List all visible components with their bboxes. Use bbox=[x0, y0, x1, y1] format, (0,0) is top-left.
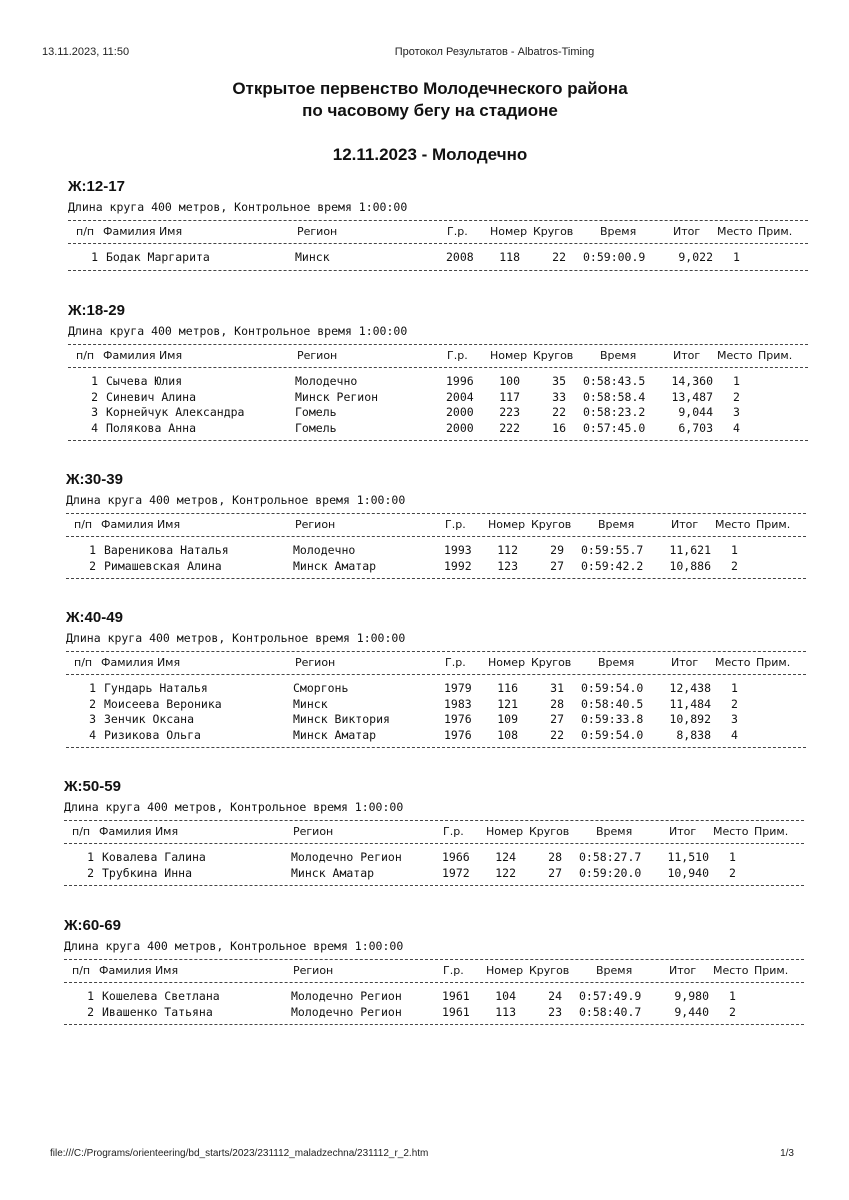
cell-place: 1 bbox=[733, 374, 740, 388]
cell-region: Минск Регион bbox=[295, 389, 379, 404]
print-page-title: Протокол Результатов - Albatros-Timing bbox=[394, 46, 595, 58]
table-row bbox=[68, 250, 808, 266]
cell-number: 1 bbox=[89, 543, 96, 557]
cell-birth-year: 1976 bbox=[444, 712, 472, 726]
cell-bib: 222 bbox=[499, 420, 520, 435]
table-header bbox=[64, 821, 804, 843]
col-header-place: Место bbox=[715, 656, 751, 669]
cell-number: 1 bbox=[91, 374, 98, 388]
col-header-region: Регион bbox=[297, 225, 338, 238]
col-header-pp: п/п bbox=[76, 349, 95, 362]
col-header-bib: Номер bbox=[488, 518, 526, 531]
dashed-divider bbox=[68, 270, 808, 271]
col-header-place: Место bbox=[717, 225, 753, 238]
cell-bib: 108 bbox=[497, 727, 518, 742]
col-header-year: Г.р. bbox=[447, 349, 468, 362]
col-header-bib: Номер bbox=[490, 349, 528, 362]
cell-laps: 28 bbox=[550, 696, 564, 711]
cell-number: 2 bbox=[89, 558, 96, 573]
section-title: Ж:18-29 bbox=[68, 302, 125, 319]
cell-number: 4 bbox=[89, 727, 96, 742]
cell-athlete-name: Ивашенко Татьяна bbox=[102, 1004, 213, 1019]
cell-birth-year: 1979 bbox=[444, 681, 472, 695]
result-section bbox=[68, 178, 808, 271]
col-header-time: Время bbox=[600, 349, 637, 362]
cell-region: Гомель bbox=[295, 405, 337, 419]
cell-time: 0:58:40.7 bbox=[579, 1004, 642, 1019]
col-header-total: Итог bbox=[669, 964, 697, 977]
cell-athlete-name: Бодак Маргарита bbox=[106, 250, 210, 264]
cell-region: Молодечно Регион bbox=[291, 989, 402, 1003]
result-section bbox=[66, 609, 806, 748]
cell-athlete-name: Зенчик Оксана bbox=[104, 712, 195, 726]
section-title: Ж:60-69 bbox=[64, 917, 121, 934]
section-info: Длина круга 400 метров, Контрольное время 1:00:00 bbox=[64, 800, 404, 814]
cell-place: 2 bbox=[729, 1004, 736, 1019]
table-body bbox=[66, 537, 806, 578]
cell-laps: 22 bbox=[552, 405, 566, 419]
table-body bbox=[68, 244, 808, 270]
cell-number: 2 bbox=[89, 696, 96, 711]
col-header-note: Прим. bbox=[758, 225, 793, 238]
col-header-year: Г.р. bbox=[445, 518, 466, 531]
cell-bib: 124 bbox=[495, 850, 516, 864]
cell-region: Минск bbox=[295, 250, 330, 264]
cell-region: Минск Виктория bbox=[293, 712, 390, 726]
cell-place: 2 bbox=[731, 558, 738, 573]
table-row bbox=[68, 390, 808, 406]
cell-birth-year: 1996 bbox=[446, 374, 474, 388]
col-header-pp: п/п bbox=[74, 656, 93, 669]
cell-athlete-name: Кошелева Светлана bbox=[102, 989, 220, 1003]
table-row bbox=[68, 421, 808, 437]
table-row bbox=[64, 989, 804, 1005]
cell-total: 13,487 bbox=[671, 389, 713, 404]
cell-birth-year: 1961 bbox=[442, 989, 470, 1003]
col-header-time: Время bbox=[600, 225, 637, 238]
dashed-divider bbox=[64, 885, 804, 886]
cell-time: 0:58:58.4 bbox=[583, 389, 646, 404]
col-header-year: Г.р. bbox=[445, 656, 466, 669]
table-header bbox=[68, 345, 808, 367]
cell-birth-year: 2000 bbox=[446, 405, 474, 419]
col-header-region: Регион bbox=[297, 349, 338, 362]
cell-number: 3 bbox=[89, 712, 96, 726]
cell-laps: 28 bbox=[548, 850, 562, 864]
cell-athlete-name: Ризикова Ольга bbox=[104, 727, 201, 742]
col-header-region: Регион bbox=[293, 825, 334, 838]
col-header-bib: Номер bbox=[490, 225, 528, 238]
col-header-region: Регион bbox=[295, 518, 336, 531]
cell-total: 12,438 bbox=[669, 681, 711, 695]
cell-bib: 121 bbox=[497, 696, 518, 711]
cell-athlete-name: Ковалева Галина bbox=[102, 850, 206, 864]
cell-region: Молодечно bbox=[293, 543, 356, 557]
col-header-region: Регион bbox=[293, 964, 334, 977]
cell-birth-year: 2004 bbox=[446, 389, 474, 404]
cell-bib: 122 bbox=[495, 865, 516, 880]
cell-bib: 223 bbox=[499, 405, 520, 419]
footer-file-path: file:///C:/Programs/orienteering/bd_starts/2023/231112_maladzechna/231112_r_2.htm bbox=[50, 1148, 429, 1159]
table-row bbox=[66, 712, 806, 728]
table-row bbox=[66, 697, 806, 713]
cell-athlete-name: Корнейчук Александра bbox=[106, 405, 245, 419]
col-header-region: Регион bbox=[295, 656, 336, 669]
cell-place: 4 bbox=[731, 727, 738, 742]
col-header-bib: Номер bbox=[486, 964, 524, 977]
cell-laps: 23 bbox=[548, 1004, 562, 1019]
table-header bbox=[64, 960, 804, 982]
cell-region: Минск Аматар bbox=[291, 865, 375, 880]
table-row bbox=[68, 374, 808, 390]
cell-birth-year: 1961 bbox=[442, 1004, 470, 1019]
cell-laps: 24 bbox=[548, 989, 562, 1003]
cell-place: 3 bbox=[733, 405, 740, 419]
table-header bbox=[68, 221, 808, 243]
cell-athlete-name: Полякова Анна bbox=[106, 420, 197, 435]
cell-athlete-name: Гундарь Наталья bbox=[104, 681, 208, 695]
col-header-laps: Кругов bbox=[531, 656, 572, 669]
cell-total: 6,703 bbox=[678, 420, 713, 435]
cell-laps: 33 bbox=[552, 389, 566, 404]
cell-number: 4 bbox=[91, 420, 98, 435]
col-header-laps: Кругов bbox=[533, 349, 574, 362]
col-header-place: Место bbox=[713, 825, 749, 838]
cell-total: 9,440 bbox=[674, 1004, 709, 1019]
cell-total: 10,892 bbox=[669, 712, 711, 726]
table-row bbox=[66, 543, 806, 559]
cell-bib: 123 bbox=[497, 558, 518, 573]
table-body bbox=[66, 675, 806, 747]
table-row bbox=[66, 559, 806, 575]
cell-birth-year: 1983 bbox=[444, 696, 472, 711]
print-datetime: 13.11.2023, 11:50 bbox=[42, 46, 130, 58]
cell-time: 0:58:23.2 bbox=[583, 405, 646, 419]
col-header-total: Итог bbox=[671, 518, 699, 531]
col-header-pp: п/п bbox=[74, 518, 93, 531]
table-row bbox=[66, 681, 806, 697]
cell-number: 1 bbox=[87, 989, 94, 1003]
cell-place: 1 bbox=[731, 681, 738, 695]
col-header-note: Прим. bbox=[754, 825, 789, 838]
cell-time: 0:59:42.2 bbox=[581, 558, 644, 573]
cell-place: 1 bbox=[729, 989, 736, 1003]
col-header-note: Прим. bbox=[758, 349, 793, 362]
cell-number: 1 bbox=[91, 250, 98, 264]
col-header-laps: Кругов bbox=[531, 518, 572, 531]
cell-place: 3 bbox=[731, 712, 738, 726]
table-header bbox=[66, 652, 806, 674]
cell-laps: 22 bbox=[552, 250, 566, 264]
cell-laps: 16 bbox=[552, 420, 566, 435]
cell-total: 10,940 bbox=[667, 865, 709, 880]
col-header-laps: Кругов bbox=[529, 825, 570, 838]
table-row bbox=[64, 1005, 804, 1021]
cell-total: 9,044 bbox=[678, 405, 713, 419]
result-section bbox=[64, 778, 804, 886]
col-header-total: Итог bbox=[673, 349, 701, 362]
col-header-name: Фамилия Имя bbox=[99, 964, 179, 977]
cell-time: 0:58:40.5 bbox=[581, 696, 644, 711]
col-header-time: Время bbox=[596, 964, 633, 977]
col-header-year: Г.р. bbox=[443, 825, 464, 838]
cell-birth-year: 1993 bbox=[444, 543, 472, 557]
section-info: Длина круга 400 метров, Контрольное время 1:00:00 bbox=[68, 200, 408, 214]
cell-time: 0:59:55.7 bbox=[581, 543, 644, 557]
cell-place: 4 bbox=[733, 420, 740, 435]
table-body bbox=[64, 983, 804, 1024]
cell-region: Гомель bbox=[295, 420, 337, 435]
footer-page-number: 1/3 bbox=[780, 1148, 794, 1159]
cell-number: 1 bbox=[89, 681, 96, 695]
col-header-bib: Номер bbox=[486, 825, 524, 838]
cell-athlete-name: Римашевская Алина bbox=[104, 558, 222, 573]
document-subtitle: 12.11.2023 - Молодечно bbox=[332, 145, 528, 164]
cell-place: 1 bbox=[733, 250, 740, 264]
cell-number: 1 bbox=[87, 850, 94, 864]
col-header-note: Прим. bbox=[756, 656, 791, 669]
section-info: Длина круга 400 метров, Контрольное время 1:00:00 bbox=[66, 631, 406, 645]
col-header-total: Итог bbox=[671, 656, 699, 669]
col-header-place: Место bbox=[715, 518, 751, 531]
cell-birth-year: 2000 bbox=[446, 420, 474, 435]
dashed-divider bbox=[64, 1024, 804, 1025]
table-row bbox=[64, 850, 804, 866]
cell-time: 0:59:54.0 bbox=[581, 727, 644, 742]
table-body bbox=[68, 368, 808, 440]
cell-total: 14,360 bbox=[671, 374, 713, 388]
cell-birth-year: 1976 bbox=[444, 727, 472, 742]
cell-bib: 118 bbox=[499, 250, 520, 264]
table-body bbox=[64, 844, 804, 885]
cell-place: 2 bbox=[733, 389, 740, 404]
cell-total: 10,886 bbox=[669, 558, 711, 573]
col-header-place: Место bbox=[713, 964, 749, 977]
cell-total: 11,510 bbox=[667, 850, 709, 864]
cell-total: 11,484 bbox=[669, 696, 711, 711]
col-header-note: Прим. bbox=[756, 518, 791, 531]
cell-athlete-name: Вареникова Наталья bbox=[104, 543, 229, 557]
document-title-line-1: Открытое первенство Молодечнеского района bbox=[232, 79, 628, 98]
cell-time: 0:59:00.9 bbox=[583, 250, 646, 264]
cell-birth-year: 1966 bbox=[442, 850, 470, 864]
dashed-divider bbox=[68, 440, 808, 441]
col-header-year: Г.р. bbox=[447, 225, 468, 238]
cell-bib: 104 bbox=[495, 989, 516, 1003]
col-header-pp: п/п bbox=[72, 964, 91, 977]
cell-total: 11,621 bbox=[669, 543, 711, 557]
cell-bib: 113 bbox=[495, 1004, 516, 1019]
cell-region: Молодечно Регион bbox=[291, 850, 402, 864]
table-row bbox=[68, 405, 808, 421]
col-header-total: Итог bbox=[673, 225, 701, 238]
cell-place: 1 bbox=[731, 543, 738, 557]
section-title: Ж:12-17 bbox=[68, 178, 125, 195]
cell-number: 2 bbox=[87, 1004, 94, 1019]
col-header-place: Место bbox=[717, 349, 753, 362]
cell-place: 2 bbox=[729, 865, 736, 880]
cell-time: 0:59:54.0 bbox=[581, 681, 644, 695]
cell-total: 8,838 bbox=[676, 727, 711, 742]
cell-region: Минск bbox=[293, 696, 328, 711]
cell-time: 0:58:27.7 bbox=[579, 850, 642, 864]
cell-place: 1 bbox=[729, 850, 736, 864]
section-title: Ж:30-39 bbox=[66, 471, 123, 488]
dashed-divider bbox=[66, 578, 806, 579]
col-header-name: Фамилия Имя bbox=[101, 656, 181, 669]
cell-region: Минск Аматар bbox=[293, 727, 377, 742]
cell-region: Молодечно bbox=[295, 374, 358, 388]
col-header-note: Прим. bbox=[754, 964, 789, 977]
cell-number: 2 bbox=[87, 865, 94, 880]
cell-time: 0:59:20.0 bbox=[579, 865, 642, 880]
cell-bib: 117 bbox=[499, 389, 520, 404]
col-header-name: Фамилия Имя bbox=[101, 518, 181, 531]
cell-birth-year: 1972 bbox=[442, 865, 470, 880]
col-header-time: Время bbox=[596, 825, 633, 838]
cell-athlete-name: Моисеева Вероника bbox=[104, 696, 222, 711]
cell-time: 0:59:33.8 bbox=[581, 712, 644, 726]
cell-place: 2 bbox=[731, 696, 738, 711]
table-header bbox=[66, 514, 806, 536]
cell-laps: 29 bbox=[550, 543, 564, 557]
col-header-name: Фамилия Имя bbox=[99, 825, 179, 838]
cell-laps: 31 bbox=[550, 681, 564, 695]
cell-bib: 109 bbox=[497, 712, 518, 726]
section-title: Ж:50-59 bbox=[64, 778, 121, 795]
result-section bbox=[64, 917, 804, 1025]
cell-time: 0:58:43.5 bbox=[583, 374, 646, 388]
section-title: Ж:40-49 bbox=[66, 609, 123, 626]
cell-region: Сморгонь bbox=[293, 681, 349, 695]
result-section bbox=[66, 471, 806, 579]
col-header-pp: п/п bbox=[72, 825, 91, 838]
section-info: Длина круга 400 метров, Контрольное время 1:00:00 bbox=[68, 324, 408, 338]
cell-laps: 22 bbox=[550, 727, 564, 742]
cell-total: 9,022 bbox=[678, 250, 713, 264]
section-info: Длина круга 400 метров, Контрольное время 1:00:00 bbox=[66, 493, 406, 507]
col-header-bib: Номер bbox=[488, 656, 526, 669]
cell-bib: 100 bbox=[499, 374, 520, 388]
col-header-year: Г.р. bbox=[443, 964, 464, 977]
cell-laps: 27 bbox=[550, 558, 564, 573]
result-section bbox=[68, 302, 808, 441]
cell-total: 9,980 bbox=[674, 989, 709, 1003]
cell-time: 0:57:45.0 bbox=[583, 420, 646, 435]
col-header-total: Итог bbox=[669, 825, 697, 838]
cell-region: Минск Аматар bbox=[293, 558, 377, 573]
cell-birth-year: 2008 bbox=[446, 250, 474, 264]
document-title-line-2: по часовому бегу на стадионе bbox=[302, 101, 558, 120]
table-row bbox=[64, 866, 804, 882]
col-header-pp: п/п bbox=[76, 225, 95, 238]
col-header-laps: Кругов bbox=[529, 964, 570, 977]
cell-region: Молодечно Регион bbox=[291, 1004, 402, 1019]
cell-laps: 35 bbox=[552, 374, 566, 388]
col-header-time: Время bbox=[598, 656, 635, 669]
cell-bib: 112 bbox=[497, 543, 518, 557]
cell-laps: 27 bbox=[550, 712, 564, 726]
cell-time: 0:57:49.9 bbox=[579, 989, 642, 1003]
cell-number: 2 bbox=[91, 389, 98, 404]
cell-athlete-name: Трубкина Инна bbox=[102, 865, 193, 880]
cell-athlete-name: Сычева Юлия bbox=[106, 374, 183, 388]
cell-number: 3 bbox=[91, 405, 98, 419]
col-header-time: Время bbox=[598, 518, 635, 531]
col-header-name: Фамилия Имя bbox=[103, 349, 183, 362]
cell-laps: 27 bbox=[548, 865, 562, 880]
col-header-name: Фамилия Имя bbox=[103, 225, 183, 238]
cell-athlete-name: Синевич Алина bbox=[106, 389, 197, 404]
cell-birth-year: 1992 bbox=[444, 558, 472, 573]
section-info: Длина круга 400 метров, Контрольное время 1:00:00 bbox=[64, 939, 404, 953]
table-row bbox=[66, 728, 806, 744]
cell-bib: 116 bbox=[497, 681, 518, 695]
dashed-divider bbox=[66, 747, 806, 748]
col-header-laps: Кругов bbox=[533, 225, 574, 238]
